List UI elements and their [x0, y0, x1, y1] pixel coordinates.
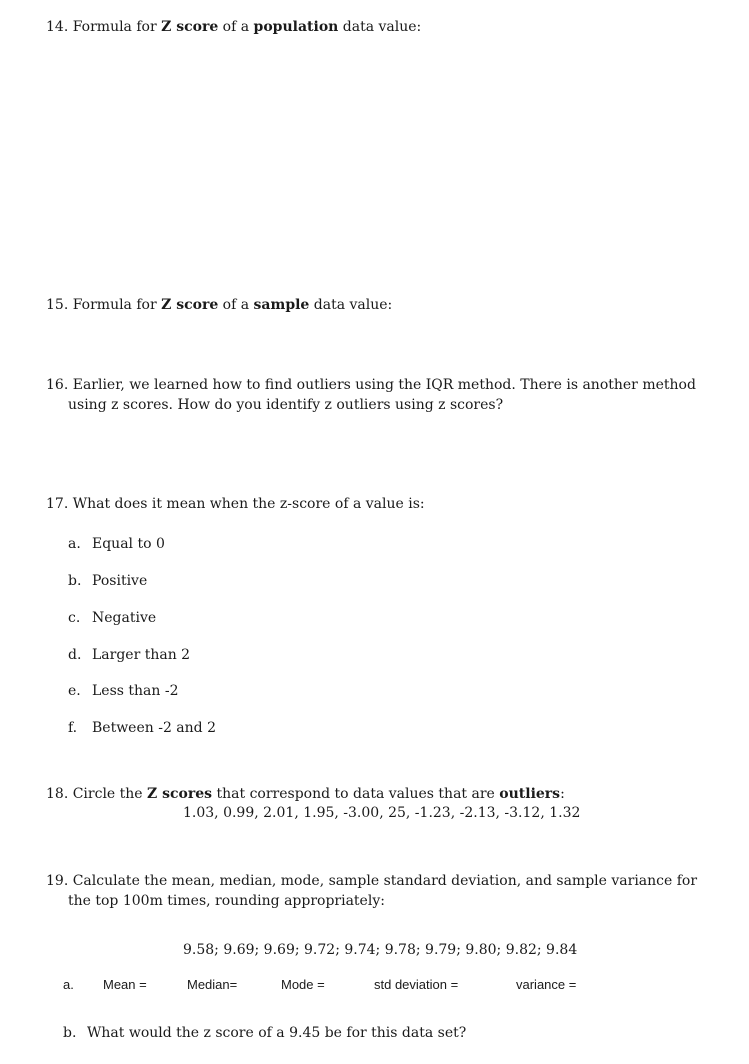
question-text-end: data value:	[309, 297, 393, 313]
bold-term: sample	[253, 297, 310, 313]
question-number: 17.	[46, 496, 69, 512]
question-16	[46, 376, 696, 394]
list-item	[68, 535, 165, 553]
question-18	[46, 785, 565, 803]
median-label: Median=	[187, 977, 238, 992]
data-set: 9.58; 9.69; 9.69; 9.72; 9.74; 9.78; 9.79; 9.80; 9.82; 9.84	[183, 942, 578, 958]
question-16-line2: using z scores. How do you identify z outliers using z scores?	[68, 397, 504, 413]
question-text-end: data value:	[338, 19, 422, 35]
list-text: Between -2 and 2	[92, 720, 216, 736]
question-19	[46, 872, 697, 890]
list-letter: d.	[68, 647, 82, 663]
list-text: Larger than 2	[92, 647, 191, 663]
question-text-start: Circle the	[72, 786, 148, 802]
question-text-line1: Earlier, we learned how to find outliers using the IQR method. There is another method	[72, 377, 696, 393]
list-text: Negative	[92, 610, 157, 626]
variance-label: variance =	[516, 977, 577, 992]
question-text-start: Formula for	[72, 19, 162, 35]
question-number: 14.	[46, 19, 69, 35]
z-score-values: 1.03, 0.99, 2.01, 1.95, -3.00, 25, -1.23, -2.13, -3.12, 1.32	[183, 805, 581, 821]
list-letter: e.	[68, 683, 81, 699]
question-text: of a	[218, 19, 254, 35]
list-item	[68, 682, 179, 700]
question-number: 19.	[46, 873, 69, 889]
sub-letter-b: b.	[63, 1025, 77, 1041]
question-text: of a	[218, 297, 254, 313]
sub-question-b	[63, 1024, 466, 1042]
list-item	[68, 609, 156, 627]
question-number: 15.	[46, 297, 69, 313]
bold-term: Z scores	[147, 786, 213, 802]
list-letter: f.	[68, 720, 78, 736]
question-number: 16.	[46, 377, 69, 393]
mean-label: Mean =	[103, 977, 147, 992]
question-text: What does it mean when the z-score of a value is:	[72, 496, 425, 512]
list-item	[68, 646, 190, 664]
question-text-line1: Calculate the mean, median, mode, sample standard deviation, and sample variance for	[72, 873, 698, 889]
list-letter: a.	[68, 536, 81, 552]
bold-term: outliers	[499, 786, 561, 802]
sub-question-text: What would the z score of a 9.45 be for this data set?	[87, 1025, 467, 1041]
question-14	[46, 18, 421, 36]
question-text: that correspond to data values that are	[212, 786, 500, 802]
question-19-line2: the top 100m times, rounding appropriately:	[68, 893, 385, 909]
bold-term: population	[253, 19, 339, 35]
std-deviation-label: std deviation =	[374, 977, 459, 992]
list-letter: b.	[68, 573, 82, 589]
bold-term: Z score	[161, 297, 219, 313]
question-17	[46, 495, 425, 513]
list-item	[68, 719, 216, 737]
bold-term: Z score	[161, 19, 219, 35]
list-item	[68, 572, 147, 590]
question-number: 18.	[46, 786, 69, 802]
question-text-start: Formula for	[72, 297, 162, 313]
list-text: Less than -2	[92, 683, 179, 699]
mode-label: Mode =	[281, 977, 325, 992]
list-letter: c.	[68, 610, 81, 626]
list-text: Positive	[92, 573, 148, 589]
list-text: Equal to 0	[92, 536, 165, 552]
sub-letter-a: a.	[63, 977, 74, 992]
question-15	[46, 296, 392, 314]
question-text-end: :	[560, 786, 565, 802]
